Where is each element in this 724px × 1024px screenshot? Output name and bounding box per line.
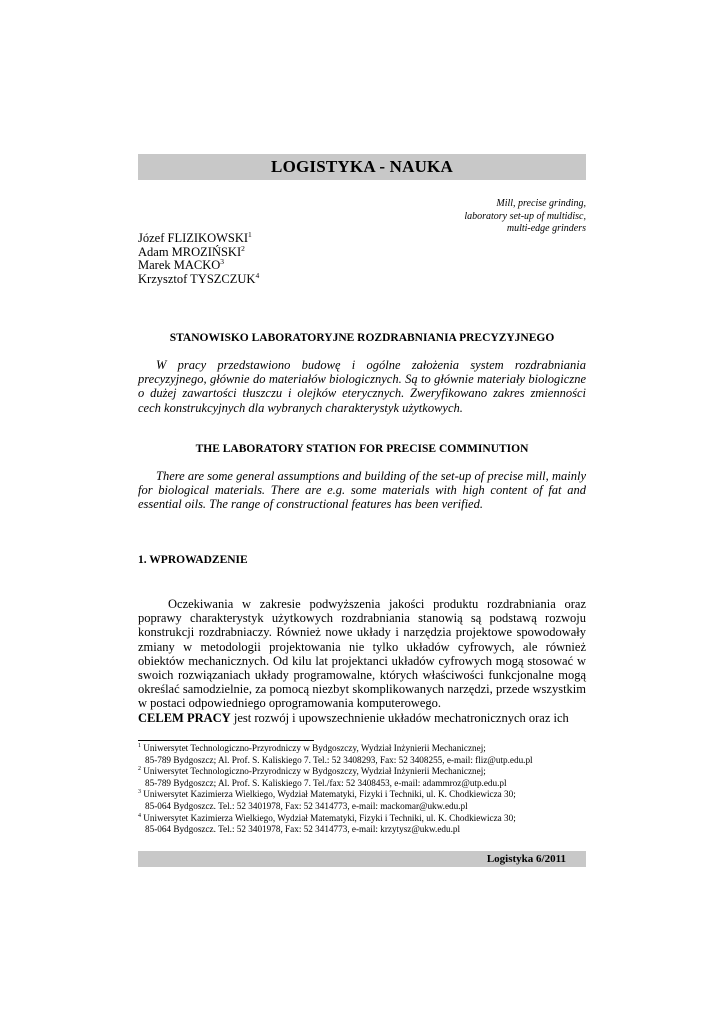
body-paragraph: Oczekiwania w zakresie podwyższenia jakości produktu rozdrabniania oraz poprawy charakterystyk użytkowych rozdrabniania stanowią są podstawą rozwoju konstrukcji rozdrabniaczy. Również nowe układy i narzędzia projektowe spowodowały zmiany w metodologii projektowania nie tylko układów cyfrowych, ale również obiektów mechanicznych. Od kilu lat projektanci układów cyfrowych mogą stosować w swoich rozwiązaniach układy programowalne, których właściwości funkcjonalne mogą określać samodzielnie, za pomocą niezbyt skomplikowanych narzędzi, przede wszystkim w postaci odpowiedniego oprogramowania komputerowego.: [138, 597, 586, 711]
footnotes: [138, 743, 586, 836]
aim-lead: CELEM PRACY: [138, 710, 231, 725]
keyword-line: laboratory set-up of multidisc,: [464, 210, 586, 222]
journal-header-bar: [138, 154, 586, 180]
author-list: [138, 232, 259, 286]
journal-footer-bar: [138, 851, 586, 867]
body-paragraph-aim: CELEM PRACY jest rozwój i upowszechnienie układów mechatronicznych oraz ich: [138, 710, 569, 725]
keyword-line: multi-edge grinders: [506, 223, 586, 234]
author: Krzysztof TYSZCZUK$^4$: [138, 270, 260, 286]
author: Marek MACKO$^3$: [138, 257, 225, 272]
title-english: THE LABORATORY STATION FOR PRECISE COMMINUTION: [195, 443, 529, 455]
author: Józef FLIZIKOWSKI$^1$: [138, 230, 252, 245]
section-heading-introduction: 1. WPROWADZENIE: [138, 554, 248, 566]
journal-section-title: LOGISTYKA - NAUKA: [271, 157, 453, 176]
author: Adam MROZIŃSKI$^2$: [138, 243, 245, 259]
title-polish: STANOWISKO LABORATORYJNE ROZDRABNIANIA PRECYZYJNEGO: [169, 332, 555, 344]
keyword-line: Mill, precise grinding,: [496, 198, 586, 209]
footnote: $^2$ Uniwersytet Technologiczno-Przyrodniczy w Bydgoszczy, Wydział Inżynierii Mechanicznej; 85-789 Bydgoszcz; Al. Prof. S. Kaliskiego 7. Tel./fax: 52 3408453, e-mail: adammroz@utp.edu.pl: [138, 766, 507, 788]
footnote: $^1$ Uniwersytet Technologiczno-Przyrodniczy w Bydgoszczy, Wydział Inżynierii Mechanicznej; 85-789 Bydgoszcz; Al. Prof. S. Kaliskiego 7. Tel.: 52 3408293, Fax: 52 3408255, e-mail: fliz@utp.edu.pl: [138, 743, 533, 765]
footnote-divider: [138, 740, 314, 741]
footnote: $^4$ Uniwersytet Kazimierza Wielkiego, Wydział Matematyki, Fizyki i Techniki, ul. K. Chodkiewicza 30; 85-064 Bydgoszcz. Tel.: 52 3401978, Fax: 52 3414773, e-mail: krzytysz@ukw.edu.pl: [138, 812, 516, 835]
journal-issue: Logistyka 6/2011: [486, 853, 566, 865]
abstract-english: There are some general assumptions and building of the set-up of precise mill, mainly for biological materials. There are e.g. some materials with high content of fat and essential oils. The range of constructional features has been verified.: [138, 469, 586, 512]
keywords-block: [380, 198, 586, 236]
footnote: $^3$ Uniwersytet Kazimierza Wielkiego, Wydział Matematyki, Fizyki i Techniki, ul. K. Chodkiewicza 30; 85-064 Bydgoszcz. Tel.: 52 3401978, Fax: 52 3414773, e-mail: mackomar@ukw.edu.pl: [138, 789, 516, 811]
introduction-body: [138, 597, 586, 725]
abstract-polish: W pracy przedstawiono budowę i ogólne założenia system rozdrabniania precyzyjnego, głównie do materiałów biologicznych. Są to głównie materiały biologiczne o dużej zawartości tłuszczu i olejków eterycznych. Zweryfikowano zakres zmienności cech konstrukcyjnych dla wybranych charakterystyk użytkowych.: [138, 358, 586, 415]
